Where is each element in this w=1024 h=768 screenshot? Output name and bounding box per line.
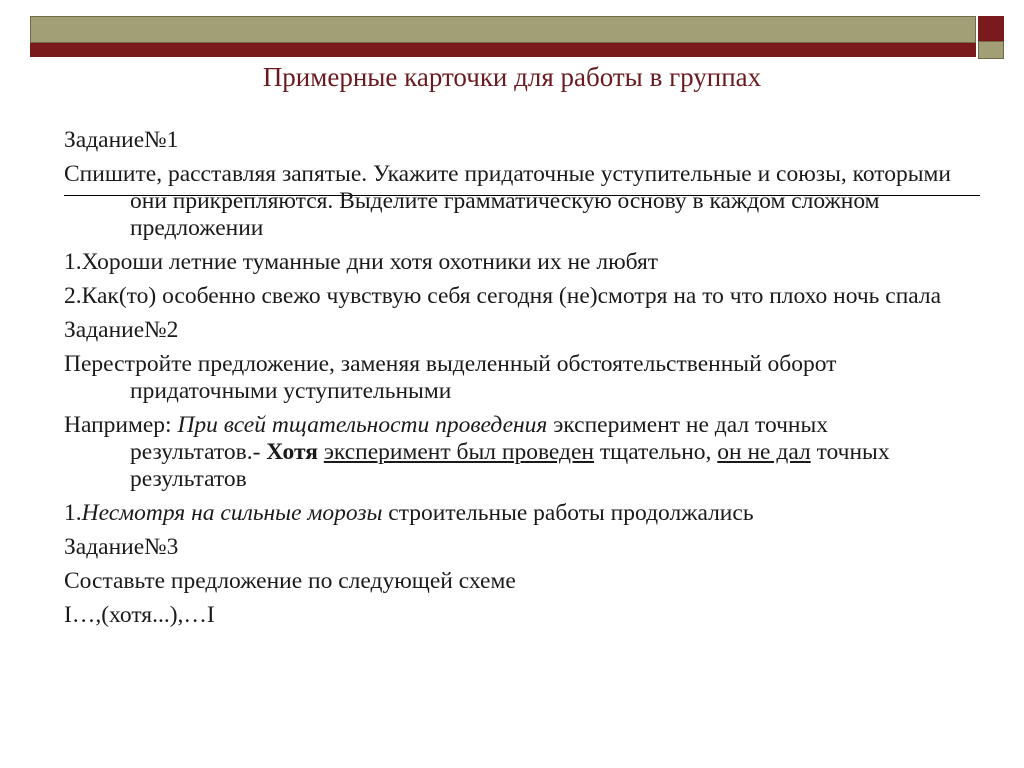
- header-band-olive: [30, 16, 976, 43]
- example-underlined-2: он не дал: [717, 439, 811, 465]
- example-middle-2: тщательно,: [593, 439, 718, 465]
- task1-instruction: Спишите, расставляя запятые. Укажите придаточные уступительные и союзы, которыми они прикрепляются. Выделите грамматическую основу в каждом сложном предложении: [64, 161, 951, 241]
- corner-square-olive: [978, 41, 1004, 59]
- task3-scheme: I…,(хотя...),…I: [64, 602, 215, 628]
- item-rest: строительные работы продолжались: [382, 500, 754, 526]
- example-bold-word: Хотя: [266, 439, 318, 465]
- task2-heading: Задание№2: [64, 317, 179, 343]
- example-middle: эксперимент не дал точных результатов.-: [130, 412, 829, 465]
- header-band-maroon: [30, 43, 976, 57]
- item-number: 1.: [64, 500, 82, 526]
- task1-item-2: 2.Как(то) особенно свежо чувствую себя сегодня (не)смотря на то что плохо ночь спала: [64, 283, 942, 309]
- task1-heading: Задание№1: [64, 127, 179, 153]
- example-underlined-1: эксперимент был проведен: [323, 439, 594, 465]
- example-prefix: Например:: [64, 412, 178, 438]
- slide-body: [64, 127, 964, 636]
- task3-instruction: Составьте предложение по следующей схеме: [64, 568, 516, 594]
- corner-square-maroon: [978, 16, 1004, 41]
- task1-item-1: 1.Хороши летние туманные дни хотя охотники их не любят: [64, 249, 659, 275]
- slide-title: Примерные карточки для работы в группах: [262, 62, 762, 92]
- example-end: точных результатов: [130, 439, 890, 492]
- example-italic-phrase: При всей тщательности проведения: [177, 412, 548, 438]
- task2-item-1: [64, 500, 964, 527]
- task3-heading: Задание№3: [64, 534, 179, 560]
- item-italic-phrase: Несмотря на сильные морозы: [81, 500, 383, 526]
- task2-example: [64, 412, 964, 493]
- task2-instruction: Перестройте предложение, заменяя выделенный обстоятельственный оборот придаточными уступительными: [64, 351, 837, 404]
